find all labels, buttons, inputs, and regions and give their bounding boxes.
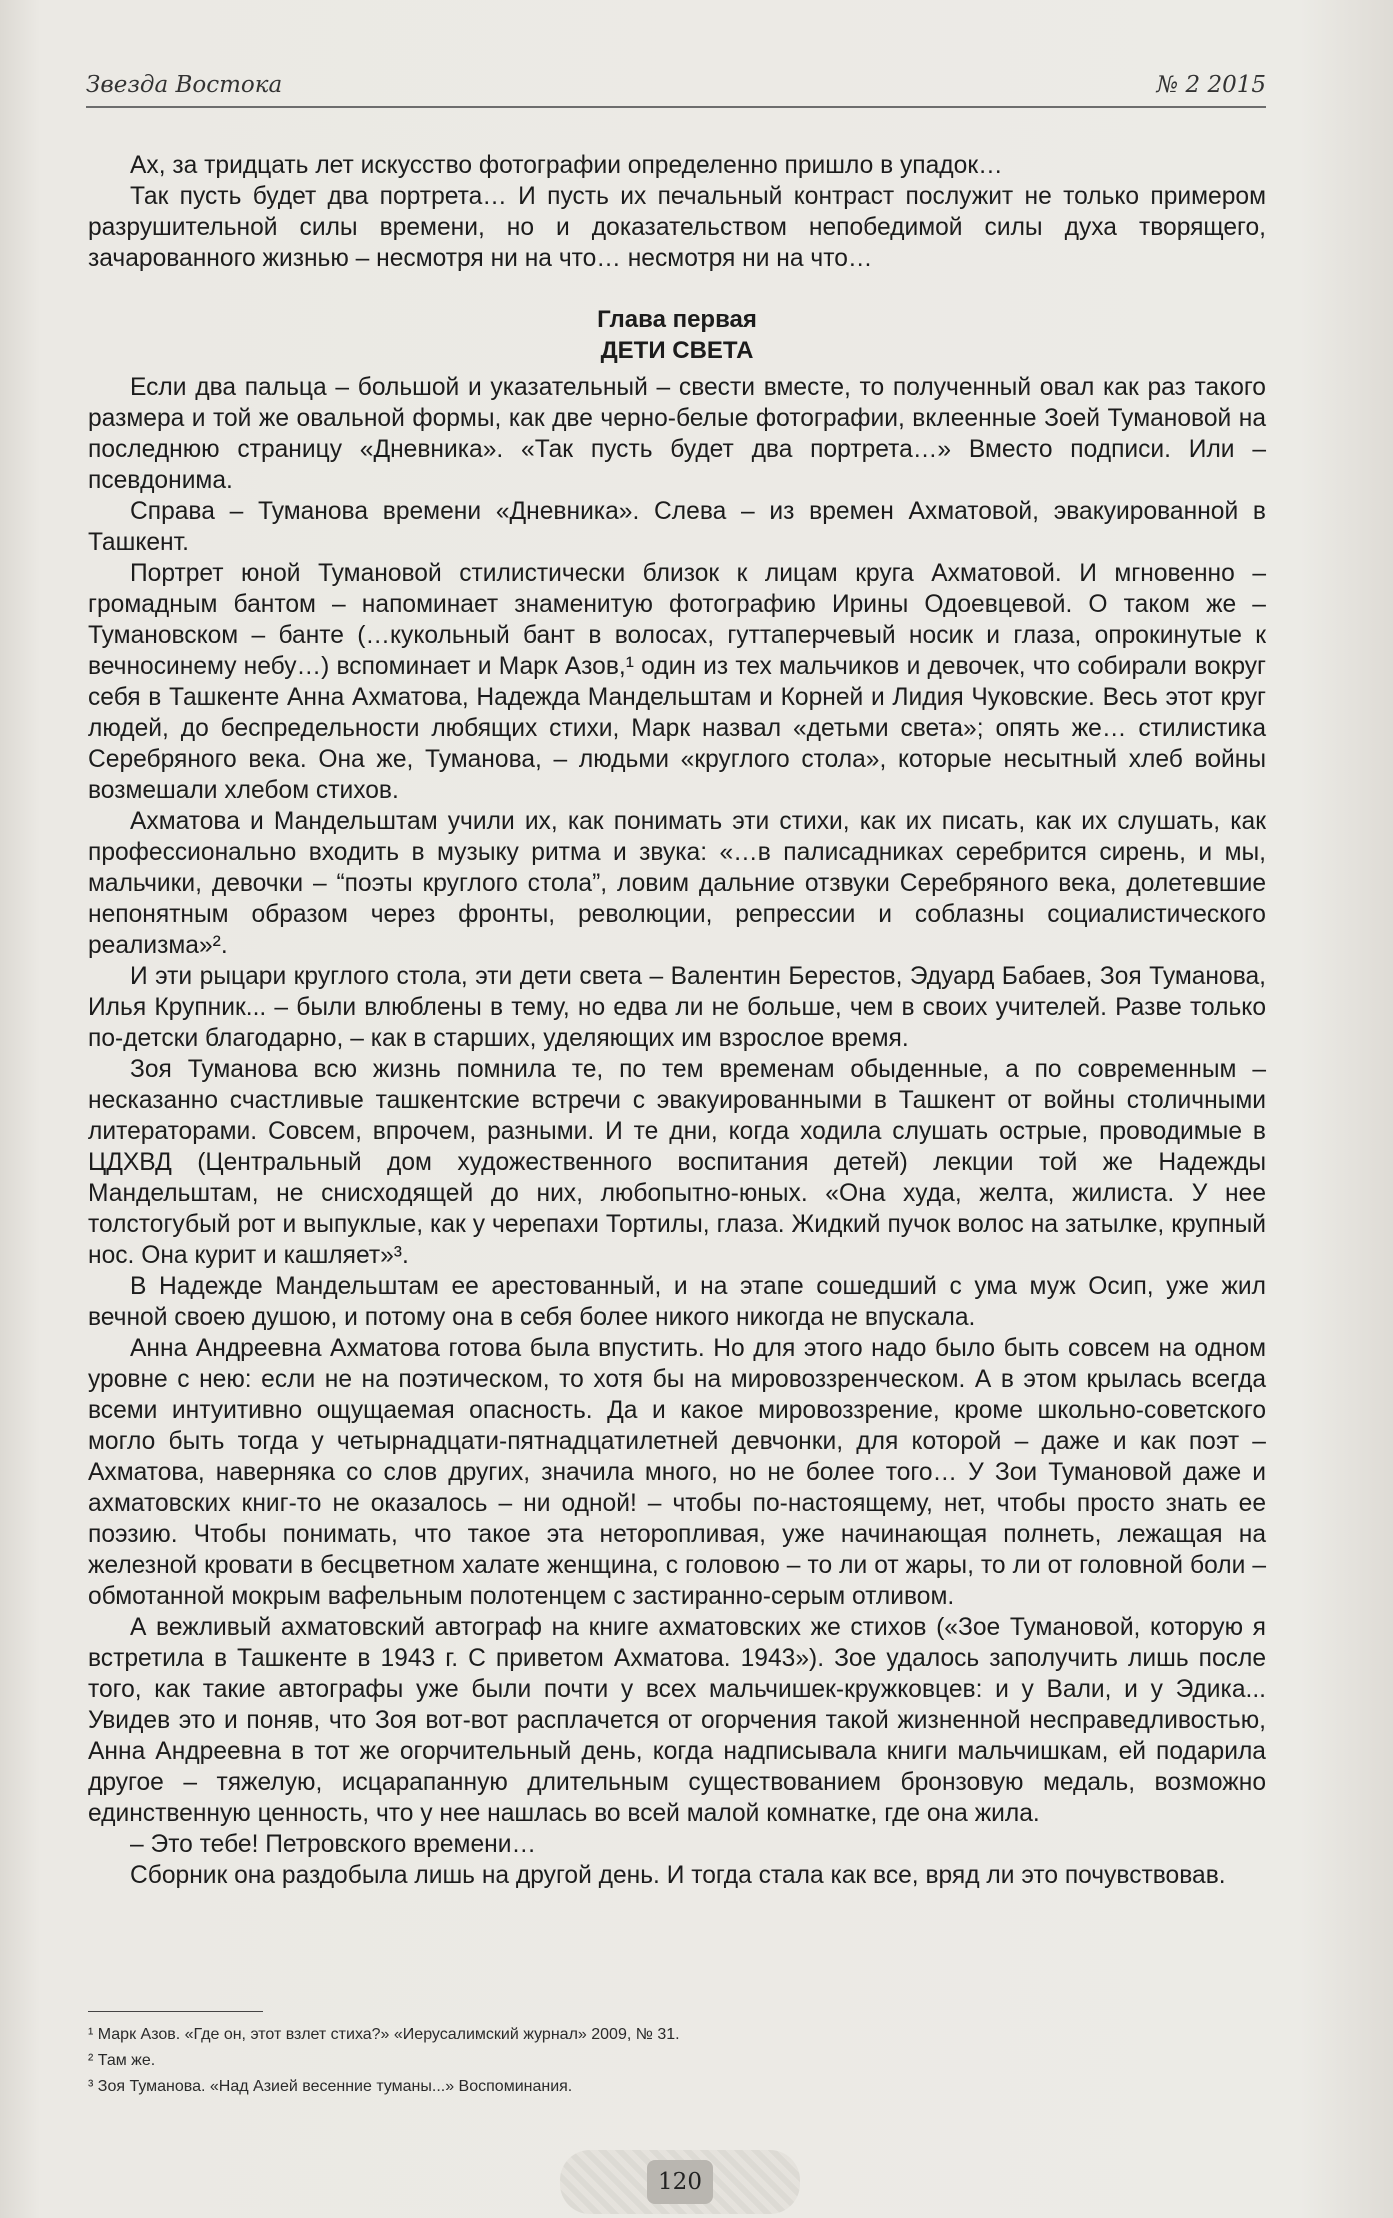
footnote: ² Там же. [88,2052,156,2069]
article-body [88,150,1266,1891]
journal-title: Звезда Востока [86,72,283,98]
footnote: ¹ Марк Азов. «Где он, этот взлет стиха?» «Иерусалимский журнал» 2009, № 31. [88,2026,680,2043]
footnotes [88,2022,1088,2100]
paragraph: А вежливый ахматовский автограф на книге ахматовских же стихов («Зое Тумановой, которую я встретила в Ташкенте в 1943 г. С приветом Ахматова. 1943»). Зое удалось заполучить лишь после того, как такие автографы уже были почти у всех мальчишек-кружковцев: и у Вали, и у Эдика... Увидев это и поняв, что Зоя вот-вот расплачется от огорчения такой жизненной несправедливостью, Анна Андреевна в тот же огорчительный день, когда надписывала книги мальчишкам, ей подарила другое – тяжелую, исцарапанную длительным существованием бронзовую медаль, возможно единственную ценность, что у нее нашлась во всей малой комнатке, где она жила. [88,1614,1266,1827]
paragraph: Портрет юной Тумановой стилистически близок к лицам круга Ахматовой. И мгновенно – громадным бантом – напоминает знаменитую фотографию Ирины Одоевцевой. О таком же – Тумановском – банте (…кукольный бант в волосах, гуттаперчевый носик и глаза, опрокинутые к вечносинему небу…) вспоминает и Марк Азов,¹ один из тех мальчиков и девочек, что собирали вокруг себя в Ташкенте Анна Ахматова, Надежда Мандельштам и Корней и Лидия Чуковские. Весь этот круг людей, до беспредельности любящих стихи, Марк назвал «детьми света»; опять же… стилистика Серебряного века. Она же, Туманова, – людьми «круглого стола», которые несытный хлеб войны возмешали хлебом стихов. [88,560,1266,804]
page-number: 120 [647,2160,713,2204]
paragraph: Если два пальца – большой и указательный – свести вместе, то полученный овал как раз такого размера и той же овальной формы, как две черно-белые фотографии, вклеенные Зоей Тумановой на последнюю страницу «Дневника». «Так пусть будет два портрета…» Вместо подписи. Или – псевдонима. [88,374,1266,494]
issue-number: № 2 2015 [1156,72,1266,98]
chapter-label: Глава первая [597,306,757,333]
paragraph: Анна Андреевна Ахматова готова была впустить. Но для этого надо было быть совсем на одном уровне с нею: если не на поэтическом, то хотя бы на мировоззренческом. А в этом крылась всегда всеми интуитивно ощущаемая опасность. Да и какое мировоззрение, кроме школьно-советского могло быть тогда у четырнадцати-пятнадцатилетней девчонки, для которой – даже и как поэт – Ахматова, наверняка со слов других, значила много, но не более того… У Зои Тумановой даже и ахматовских книг-то не оказалось – ни одной! – чтобы по-настоящему, нет, чтобы просто знать ее поэзию. Чтобы понимать, что такое эта неторопливая, уже начинающая полнеть, лежащая на железной кровати в бесцветном халате женщина, с головою – то ли от жары, то ли от головной боли – обмотанной мокрым вафельным полотенцем с застиранно-серым отливом. [88,1335,1266,1610]
paragraph: Справа – Туманова времени «Дневника». Слева – из времен Ахматовой, эвакуированной в Ташкент. [88,498,1266,556]
paragraph: Сборник она раздобыла лишь на другой день. И тогда стала как все, вряд ли это почувствовав. [130,1862,1226,1889]
dialogue-line: – Это тебе! Петровского времени… [130,1831,537,1858]
chapter-title: ДЕТИ СВЕТА [600,337,754,364]
intro-paragraph: Ах, за тридцать лет искусство фотографии определенно пришло в упадок… [130,152,1003,179]
paragraph: И эти рыцари круглого стола, эти дети света – Валентин Берестов, Эдуард Бабаев, Зоя Туманова, Илья Крупник... – были влюблены в тему, но едва ли не больше, чем в своих учителей. Разве только по-детски благодарно, – как в старших, уделяющих им взрослое время. [88,963,1266,1052]
paragraph: Ахматова и Мандельштам учили их, как понимать эти стихи, как их писать, как их слушать, как профессионально входить в музыку ритма и звука: «…в палисадниках серебрится сирень, и мы, мальчики, девочки – “поэты круглого стола”, ловим дальние отзвуки Серебряного века, долетевшие непонятным образом через фронты, революции, репрессии и соблазны социалистического реализма»². [88,808,1266,959]
footnote: ³ Зоя Туманова. «Над Азией весенние туманы...» Воспоминания. [88,2078,573,2095]
intro-paragraph: Так пусть будет два портрета… И пусть их печальный контраст послужит не только примером разрушительной силы времени, но и доказательством непобедимой силы духа творящего, зачарованного жизнью – несмотря ни на что… несмотря ни на что… [88,183,1266,272]
paragraph: Зоя Туманова всю жизнь помнила те, по тем временам обыденные, а по современным – несказанно счастливые ташкентские встречи с эвакуированными в Ташкент от войны столичными литераторами. Совсем, впрочем, разными. И те дни, когда ходила слушать острые, проводимые в ЦДХВД (Центральный дом художественного воспитания детей) лекции той же Надежды Мандельштам, не снисходящей до них, любопытно-юных. «Она худа, желта, жилиста. У нее толстогубый рот и выпуклые, как у черепахи Тортилы, глаза. Жидкий пучок волос на затылке, крупный нос. Она курит и кашляет»³. [88,1056,1266,1269]
paragraph: В Надежде Мандельштам ее арестованный, и на этапе сошедший с ума муж Осип, уже жил вечной своею душою, и потому она в себя более никого никогда не впускала. [88,1273,1266,1331]
footnote-divider [88,2011,263,2012]
running-header [86,66,1266,108]
